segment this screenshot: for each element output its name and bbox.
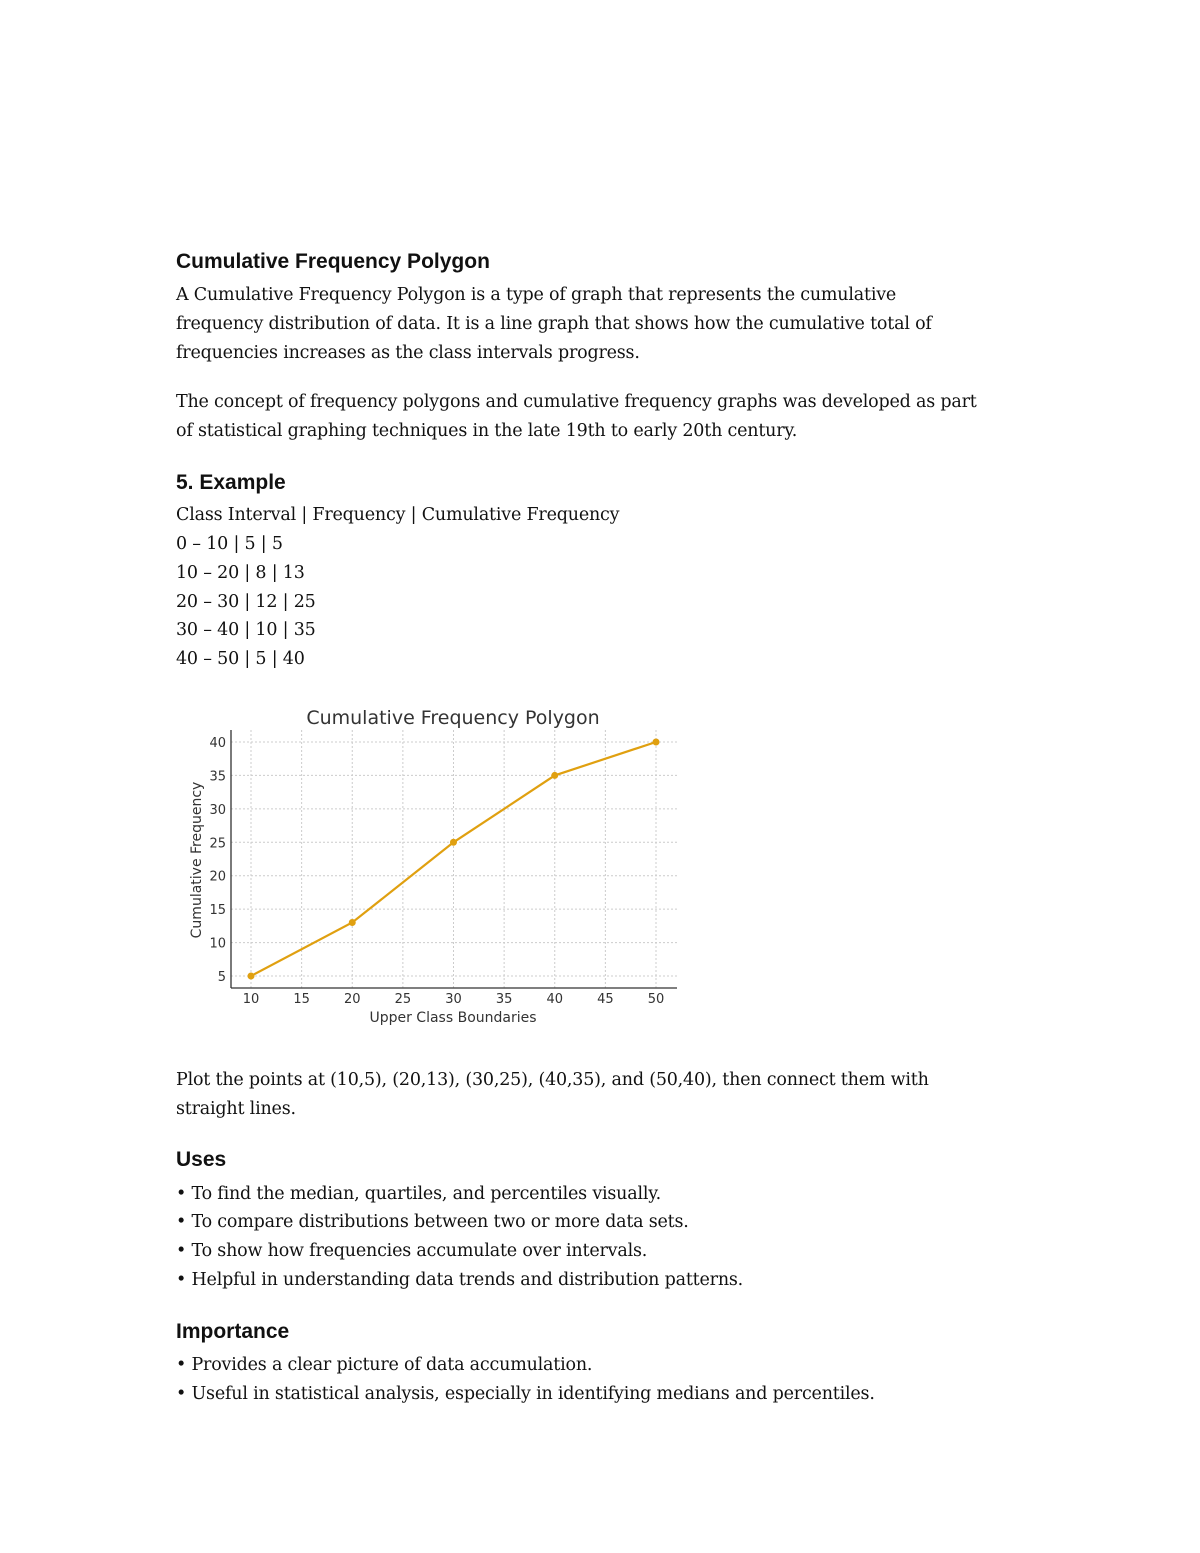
y-tick-label: 30 [209, 802, 226, 818]
table-row: 40 – 50 | 5 | 40 [176, 649, 305, 669]
y-tick-label: 25 [209, 836, 226, 852]
y-tick-label: 10 [209, 936, 226, 952]
y-tick-label: 5 [217, 970, 226, 985]
paragraph-line: frequencies increases as the class intervals progress. [176, 343, 640, 363]
data-point [450, 839, 457, 846]
example-heading: 5. Example [176, 471, 286, 494]
paragraph-line: The concept of frequency polygons and cumulative frequency graphs was developed as part [176, 392, 977, 412]
y-tick-label: 20 [209, 869, 226, 885]
x-tick-label: 40 [546, 992, 564, 1007]
list-item: • To find the median, quartiles, and percentiles visually. [176, 1184, 662, 1204]
y-tick-label: 35 [209, 769, 226, 785]
x-tick-label: 50 [647, 992, 665, 1007]
list-item: • Provides a clear picture of data accumulation. [176, 1355, 593, 1375]
paragraph-line: frequency distribution of data. It is a line graph that shows how the cumulative total of [176, 314, 932, 334]
y-tick-label: 40 [209, 735, 226, 751]
cumulative-frequency-chart [180, 700, 690, 1040]
x-tick-label: 15 [293, 992, 310, 1007]
importance-heading: Importance [176, 1320, 290, 1343]
table-header: Class Interval | Frequency | Cumulative Frequency [176, 505, 620, 525]
paragraph-line: of statistical graphing techniques in the late 19th to early 20th century. [176, 421, 798, 441]
list-item: • Helpful in understanding data trends and distribution patterns. [176, 1270, 744, 1290]
x-tick-label: 25 [394, 992, 412, 1007]
x-tick-label: 35 [495, 992, 513, 1007]
table-row: 10 – 20 | 8 | 13 [176, 563, 305, 583]
y-tick-label: 15 [209, 903, 226, 919]
data-point [551, 772, 558, 779]
list-item: • To compare distributions between two or more data sets. [176, 1212, 689, 1232]
table-row: 30 – 40 | 10 | 35 [176, 620, 316, 640]
x-tick-label: 10 [242, 992, 260, 1007]
data-point [349, 919, 356, 926]
paragraph-line: straight lines. [176, 1099, 296, 1119]
x-axis-label: Upper Class Boundaries [369, 1010, 537, 1026]
x-tick-label: 30 [445, 992, 462, 1007]
list-item: • Useful in statistical analysis, especially in identifying medians and percentiles. [176, 1384, 875, 1404]
data-point [248, 973, 255, 980]
section-heading: Cumulative Frequency Polygon [176, 250, 490, 273]
chart-title: Cumulative Frequency Polygon [306, 707, 600, 729]
x-tick-label: 20 [343, 992, 361, 1007]
paragraph-line: A Cumulative Frequency Polygon is a type of graph that represents the cumulative [176, 285, 897, 305]
uses-heading: Uses [176, 1148, 227, 1171]
table-row: 20 – 30 | 12 | 25 [176, 592, 316, 612]
list-item: • To show how frequencies accumulate over intervals. [176, 1241, 648, 1261]
x-tick-label: 45 [597, 992, 614, 1007]
data-point [653, 738, 660, 745]
paragraph-line: Plot the points at (10,5), (20,13), (30,25), (40,35), and (50,40), then connect them with [176, 1070, 929, 1090]
y-axis-label: Cumulative Frequency [189, 781, 205, 939]
table-row: 0 – 10 | 5 | 5 [176, 534, 283, 554]
